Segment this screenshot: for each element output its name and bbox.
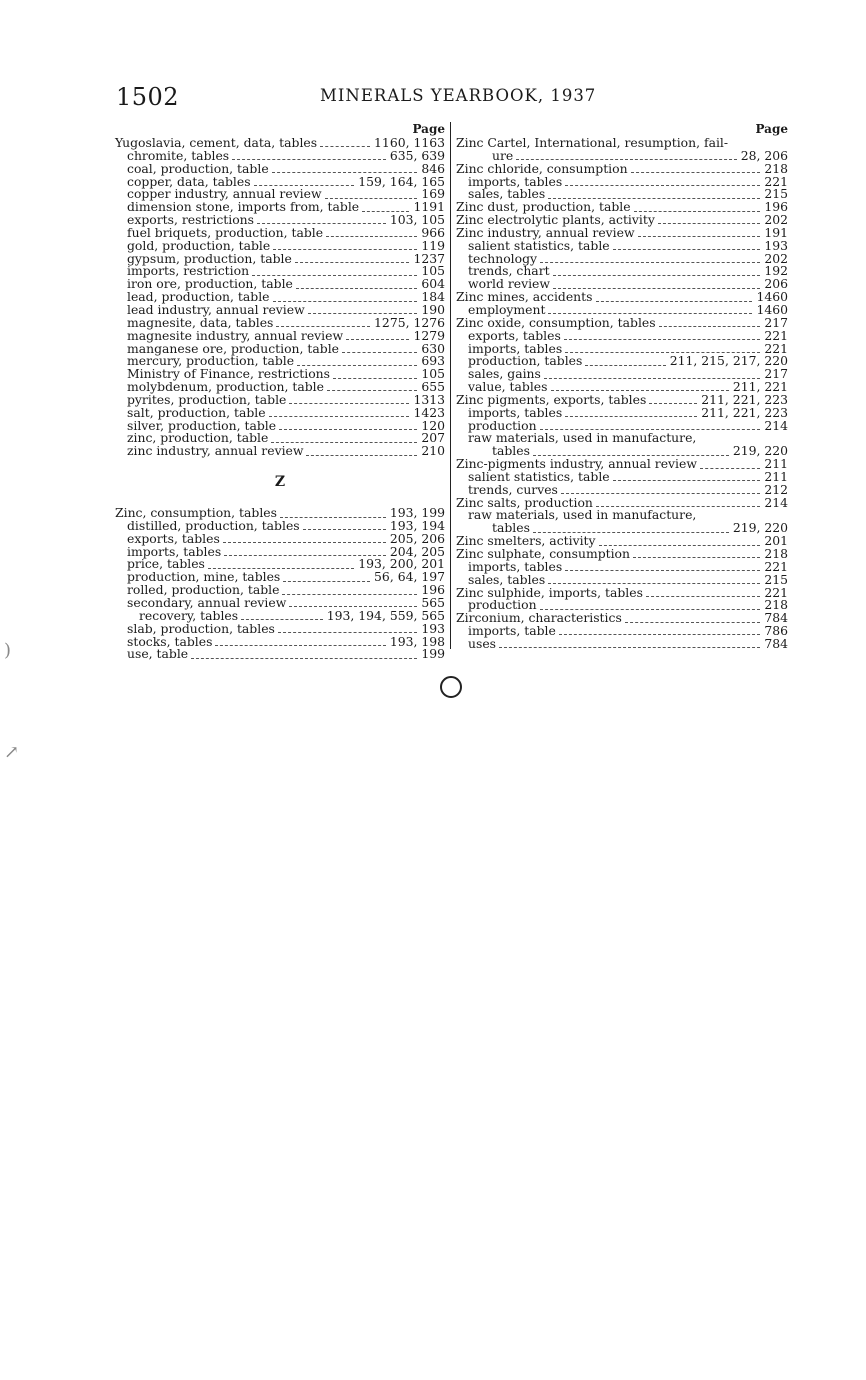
margin-mark: ↗ bbox=[4, 742, 20, 763]
end-mark-circle-icon bbox=[440, 676, 462, 698]
index-entry-pages: 211, 215, 217, 220 bbox=[669, 353, 788, 369]
index-entry-text: imports, table bbox=[468, 623, 556, 639]
index-entry-text: production bbox=[468, 417, 537, 433]
index-entry-pages: 105 bbox=[421, 263, 445, 279]
index-entry-text: imports, restriction bbox=[127, 263, 250, 279]
index-entry-text: imports, tables bbox=[127, 543, 222, 559]
index-entry-pages: 204, 205 bbox=[389, 543, 445, 559]
index-entry-pages: 221 bbox=[764, 558, 788, 574]
index-entry-text: Zinc smelters, activity bbox=[456, 533, 596, 549]
index-entry-text: imports, tables bbox=[468, 340, 563, 356]
index-entry-text: magnesite, data, tables bbox=[127, 314, 274, 330]
index-entry-pages: 693 bbox=[421, 353, 445, 369]
leader-dots bbox=[551, 389, 729, 391]
index-entry-text: mercury, production, table bbox=[127, 353, 295, 369]
index-entry-pages: 120 bbox=[421, 417, 445, 433]
leader-dots bbox=[362, 210, 409, 212]
index-entry-text: exports, restrictions bbox=[127, 212, 255, 228]
index-entry-text: recovery, tables bbox=[139, 607, 239, 623]
leader-dots bbox=[278, 631, 417, 633]
leader-dots bbox=[241, 618, 323, 620]
leader-dots bbox=[215, 644, 385, 646]
index-entry-text: secondary, annual review bbox=[127, 595, 287, 610]
index-entry-text: Zinc salts, production bbox=[456, 494, 593, 510]
index-entry-pages: 218 bbox=[764, 160, 788, 176]
index-entry-text: Zinc mines, accidents bbox=[456, 289, 593, 305]
index-entry-text: Zinc-pigments industry, annual review bbox=[456, 456, 697, 472]
index-entry-pages: 184 bbox=[421, 289, 445, 305]
leader-dots bbox=[342, 351, 417, 353]
index-entry-pages: 196 bbox=[764, 199, 788, 215]
index-entry-text: stocks, tables bbox=[127, 633, 213, 649]
index-entry-pages: 1275, 1276 bbox=[374, 314, 445, 330]
index-entry-text: Zinc Cartel, International, resumption, fail- bbox=[456, 135, 729, 150]
index-entry-pages: 211, 221, 223 bbox=[701, 404, 788, 420]
index-entry-pages: 196 bbox=[421, 582, 445, 598]
index-entry-pages: 211, 221, 223 bbox=[701, 391, 788, 407]
leader-dots bbox=[208, 567, 354, 569]
index-entry-pages: 214 bbox=[764, 417, 788, 433]
index-entry-pages: 211 bbox=[764, 468, 788, 484]
index-entry-pages: 221 bbox=[764, 340, 788, 356]
index-entry-text: lead industry, annual review bbox=[127, 301, 305, 317]
leader-dots bbox=[283, 580, 370, 582]
index-entry-text: slab, production, tables bbox=[127, 620, 275, 636]
leader-dots bbox=[631, 171, 761, 173]
leader-dots bbox=[333, 377, 417, 379]
index-entry-pages: 202 bbox=[764, 212, 788, 228]
index-entry-pages: 193, 194 bbox=[389, 517, 445, 533]
index-entry-text: trends, curves bbox=[468, 481, 558, 497]
index-entry-pages: 202 bbox=[764, 250, 788, 266]
index-entry-pages: 218 bbox=[764, 546, 788, 561]
leader-dots bbox=[272, 171, 418, 173]
leader-dots bbox=[638, 235, 761, 237]
index-entry-pages: 1160, 1163 bbox=[374, 135, 445, 150]
index-list-zinc-continued bbox=[456, 137, 788, 651]
column-heading-page: Page bbox=[755, 122, 788, 136]
leader-dots bbox=[276, 325, 370, 327]
index-entry-pages: 784 bbox=[764, 610, 788, 626]
index-entry-pages: 1191 bbox=[413, 199, 445, 215]
index-entry-text: imports, tables bbox=[468, 558, 563, 574]
leader-dots bbox=[561, 492, 760, 494]
index-entry-pages: 193, 194, 559, 565 bbox=[326, 607, 445, 623]
leader-dots bbox=[232, 158, 386, 160]
leader-dots bbox=[533, 454, 729, 456]
leader-dots bbox=[633, 556, 760, 558]
index-entry-text: price, tables bbox=[127, 556, 205, 572]
leader-dots bbox=[599, 544, 761, 546]
index-entry-text: Zinc dust, production, table bbox=[456, 199, 631, 215]
leader-dots bbox=[279, 428, 417, 430]
index-entry-pages: 211, 221 bbox=[732, 379, 788, 395]
index-entry-pages: 193 bbox=[764, 237, 788, 253]
index-entry-pages: 190 bbox=[421, 301, 445, 317]
index-column-right bbox=[456, 122, 788, 651]
index-entry-pages: 219, 220 bbox=[732, 520, 788, 536]
index-entry-text: employment bbox=[468, 301, 546, 317]
index-entry-pages: 784 bbox=[764, 635, 788, 651]
index-entry-text: gold, production, table bbox=[127, 237, 271, 253]
index-entry-pages: 219, 220 bbox=[732, 443, 788, 459]
index-entry-text: distilled, production, tables bbox=[127, 517, 300, 533]
leader-dots bbox=[273, 300, 418, 302]
index-entry-pages: 119 bbox=[421, 237, 445, 253]
index-entry-pages: 1237 bbox=[413, 250, 445, 266]
index-entry-pages: 217 bbox=[764, 366, 788, 382]
index-entry bbox=[456, 635, 788, 651]
index-entry-text: molybdenum, production, table bbox=[127, 379, 324, 395]
index-entry-text: Zinc industry, annual review bbox=[456, 224, 635, 240]
index-entry-pages: 193, 198 bbox=[389, 633, 445, 649]
index-entry-text: zinc industry, annual review bbox=[127, 443, 304, 459]
index-entry-pages: 966 bbox=[421, 224, 445, 240]
leader-dots bbox=[540, 608, 761, 610]
leader-dots bbox=[596, 505, 760, 507]
index-entry-pages: 1460 bbox=[756, 289, 788, 305]
leader-dots bbox=[289, 402, 409, 404]
index-entry-text: salient statistics, table bbox=[468, 468, 610, 484]
index-entry-text: manganese ore, production, table bbox=[127, 340, 339, 356]
index-entry-text: Zinc pigments, exports, tables bbox=[456, 391, 647, 407]
leader-dots bbox=[596, 300, 753, 302]
leader-dots bbox=[565, 569, 760, 571]
index-entry-text: exports, tables bbox=[127, 530, 220, 546]
leader-dots bbox=[308, 312, 418, 314]
index-entry-text: imports, tables bbox=[468, 173, 563, 189]
index-entry-text: sales, tables bbox=[468, 571, 546, 587]
leader-dots bbox=[646, 595, 760, 597]
index-entry-text: coal, production, table bbox=[127, 160, 269, 176]
index-entry-pages: 217 bbox=[764, 314, 788, 330]
index-entry-pages: 205, 206 bbox=[389, 530, 445, 546]
leader-dots bbox=[327, 389, 417, 391]
leader-dots bbox=[191, 657, 417, 659]
index-entry-text: production bbox=[468, 597, 537, 613]
leader-dots bbox=[613, 479, 761, 481]
index-column-left bbox=[115, 122, 445, 661]
index-entry-pages: 169 bbox=[421, 186, 445, 202]
leader-dots bbox=[499, 646, 760, 648]
index-entry-pages: 565 bbox=[421, 595, 445, 610]
index-entry-text: production, tables bbox=[468, 353, 583, 369]
index-entry bbox=[115, 648, 445, 661]
leader-dots bbox=[533, 531, 729, 533]
leader-dots bbox=[553, 274, 761, 276]
leader-dots bbox=[252, 274, 417, 276]
index-entry-text: uses bbox=[468, 635, 497, 651]
leader-dots bbox=[613, 248, 761, 250]
index-entry-pages: 214 bbox=[764, 494, 788, 510]
leader-dots bbox=[544, 377, 760, 379]
index-entry-pages: 28, 206 bbox=[740, 147, 788, 163]
index-entry-pages: 1423 bbox=[413, 404, 445, 420]
index-entry-pages: 212 bbox=[764, 481, 788, 497]
index-entry-pages: 630 bbox=[421, 340, 445, 356]
leader-dots bbox=[273, 248, 417, 250]
leader-dots bbox=[320, 145, 370, 147]
index-entry-text: iron ore, production, table bbox=[127, 276, 293, 292]
leader-dots bbox=[649, 402, 697, 404]
leader-dots bbox=[700, 467, 760, 469]
page-number: 1502 bbox=[116, 83, 180, 111]
index-entry-text: gypsum, production, table bbox=[127, 250, 292, 266]
leader-dots bbox=[257, 222, 386, 224]
index-entry-text: copper, data, tables bbox=[127, 173, 251, 189]
leader-dots bbox=[289, 605, 417, 607]
index-entry-pages: 221 bbox=[764, 584, 788, 600]
index-entry-text: value, tables bbox=[468, 379, 548, 395]
leader-dots bbox=[280, 516, 386, 518]
leader-dots bbox=[223, 541, 386, 543]
index-entry bbox=[456, 625, 788, 638]
index-entry-text: Zinc, consumption, tables bbox=[115, 505, 277, 521]
leader-dots bbox=[224, 554, 386, 556]
leader-dots bbox=[271, 441, 417, 443]
index-list-yugoslavia bbox=[115, 137, 445, 458]
leader-dots bbox=[553, 287, 760, 289]
leader-dots bbox=[565, 351, 760, 353]
index-entry-text: production, mine, tables bbox=[127, 569, 281, 585]
index-entry-pages: 1313 bbox=[413, 391, 445, 407]
index-entry-pages: 846 bbox=[421, 160, 445, 176]
leader-dots bbox=[565, 415, 697, 417]
index-entry-text: Zinc chloride, consumption bbox=[456, 160, 628, 176]
leader-dots bbox=[548, 197, 760, 199]
index-entry-text: world review bbox=[468, 276, 550, 292]
column-divider bbox=[450, 122, 451, 649]
index-entry-pages: 1460 bbox=[756, 301, 788, 317]
index-entry-pages: 215 bbox=[764, 571, 788, 587]
index-entry-text: exports, tables bbox=[468, 327, 561, 343]
index-entry-pages: 201 bbox=[764, 533, 788, 549]
index-entry-text: zinc, production, table bbox=[127, 430, 269, 446]
section-letter: Z bbox=[274, 474, 286, 491]
index-list-zinc bbox=[115, 507, 445, 661]
leader-dots bbox=[295, 261, 410, 263]
index-entry-pages: 193, 200, 201 bbox=[358, 556, 445, 572]
leader-dots bbox=[548, 582, 760, 584]
index-entry-pages: 221 bbox=[764, 173, 788, 189]
index-entry-text: use, table bbox=[127, 646, 189, 662]
index-entry-text: silver, production, table bbox=[127, 417, 277, 433]
index-entry-text: ure bbox=[492, 147, 514, 163]
index-entry-pages: 105 bbox=[421, 366, 445, 382]
leader-dots bbox=[565, 184, 760, 186]
leader-dots bbox=[296, 287, 417, 289]
index-entry-pages: 635, 639 bbox=[389, 147, 445, 163]
index-entry-pages: 206 bbox=[764, 276, 788, 292]
index-entry-text: salient statistics, table bbox=[468, 237, 610, 253]
index-entry-text: trends, chart bbox=[468, 263, 550, 279]
leader-dots bbox=[282, 593, 417, 595]
index-entry-text: Zinc electrolytic plants, activity bbox=[456, 212, 655, 228]
index-entry-text: Zinc sulphate, consumption bbox=[456, 546, 631, 561]
index-entry-pages: 191 bbox=[764, 224, 788, 240]
leader-dots bbox=[564, 338, 761, 340]
leader-dots bbox=[269, 415, 410, 417]
leader-dots bbox=[548, 312, 752, 314]
index-entry-text: chromite, tables bbox=[127, 147, 230, 163]
index-entry bbox=[115, 445, 445, 458]
index-entry-text: pyrites, production, table bbox=[127, 391, 287, 407]
leader-dots bbox=[625, 621, 761, 623]
index-entry-text: copper industry, annual review bbox=[127, 186, 322, 202]
index-entry-text: fuel briquets, production, table bbox=[127, 224, 324, 240]
index-entry-text: Zirconium, characteristics bbox=[456, 610, 622, 626]
index-entry-pages: 207 bbox=[421, 430, 445, 446]
index-entry-pages: 1279 bbox=[413, 327, 445, 343]
index-entry-pages: 103, 105 bbox=[389, 212, 445, 228]
leader-dots bbox=[659, 325, 761, 327]
index-entry-text: sales, tables bbox=[468, 186, 546, 202]
index-entry-text: raw materials, used in manufacture, bbox=[468, 507, 697, 523]
leader-dots bbox=[303, 528, 386, 530]
index-entry-pages: 218 bbox=[764, 597, 788, 613]
leader-dots bbox=[254, 184, 355, 186]
index-entry-text: tables bbox=[492, 443, 530, 459]
index-entry-pages: 192 bbox=[764, 263, 788, 279]
leader-dots bbox=[634, 210, 761, 212]
index-entry-text: Zinc sulphide, imports, tables bbox=[456, 584, 643, 600]
column-heading-page: Page bbox=[412, 122, 445, 136]
index-entry-text: imports, tables bbox=[468, 404, 563, 420]
index-entry-pages: 193 bbox=[421, 620, 445, 636]
leader-dots bbox=[658, 222, 761, 224]
leader-dots bbox=[306, 454, 417, 456]
index-entry-pages: 221 bbox=[764, 327, 788, 343]
index-entry-pages: 604 bbox=[421, 276, 445, 292]
margin-mark: ) bbox=[4, 640, 12, 661]
index-entry-text: salt, production, table bbox=[127, 404, 266, 420]
leader-dots bbox=[516, 158, 736, 160]
index-entry-text: Zinc oxide, consumption, tables bbox=[456, 314, 656, 330]
index-entry-pages: 56, 64, 197 bbox=[374, 569, 445, 585]
leader-dots bbox=[326, 235, 417, 237]
index-entry-text: magnesite industry, annual review bbox=[127, 327, 344, 343]
leader-dots bbox=[297, 364, 417, 366]
index-entry-pages: 211 bbox=[764, 456, 788, 472]
running-head: MINERALS YEARBOOK, 1937 bbox=[320, 86, 597, 105]
index-entry-pages: 199 bbox=[421, 646, 445, 662]
leader-dots bbox=[585, 364, 665, 366]
index-entry-text: rolled, production, table bbox=[127, 582, 280, 598]
index-entry-pages: 786 bbox=[764, 623, 788, 639]
index-entry-text: tables bbox=[492, 520, 530, 536]
leader-dots bbox=[325, 197, 418, 199]
index-entry-pages: 193, 199 bbox=[389, 505, 445, 521]
index-entry-text: Yugoslavia, cement, data, tables bbox=[115, 135, 318, 150]
index-entry-pages: 655 bbox=[421, 379, 445, 395]
index-entry-text: lead, production, table bbox=[127, 289, 270, 305]
index-entry-pages: 215 bbox=[764, 186, 788, 202]
leader-dots bbox=[540, 261, 760, 263]
index-entry-text: sales, gains bbox=[468, 366, 541, 382]
index-entry-text: Ministry of Finance, restrictions bbox=[127, 366, 330, 382]
leader-dots bbox=[346, 338, 409, 340]
index-entry-pages: 159, 164, 165 bbox=[358, 173, 445, 189]
leader-dots bbox=[540, 428, 761, 430]
index-entry-text: dimension stone, imports from, table bbox=[127, 199, 360, 215]
index-entry-text: raw materials, used in manufacture, bbox=[468, 430, 697, 446]
index-entry-text: technology bbox=[468, 250, 538, 266]
leader-dots bbox=[559, 633, 761, 635]
index-entry-pages: 210 bbox=[421, 443, 445, 459]
